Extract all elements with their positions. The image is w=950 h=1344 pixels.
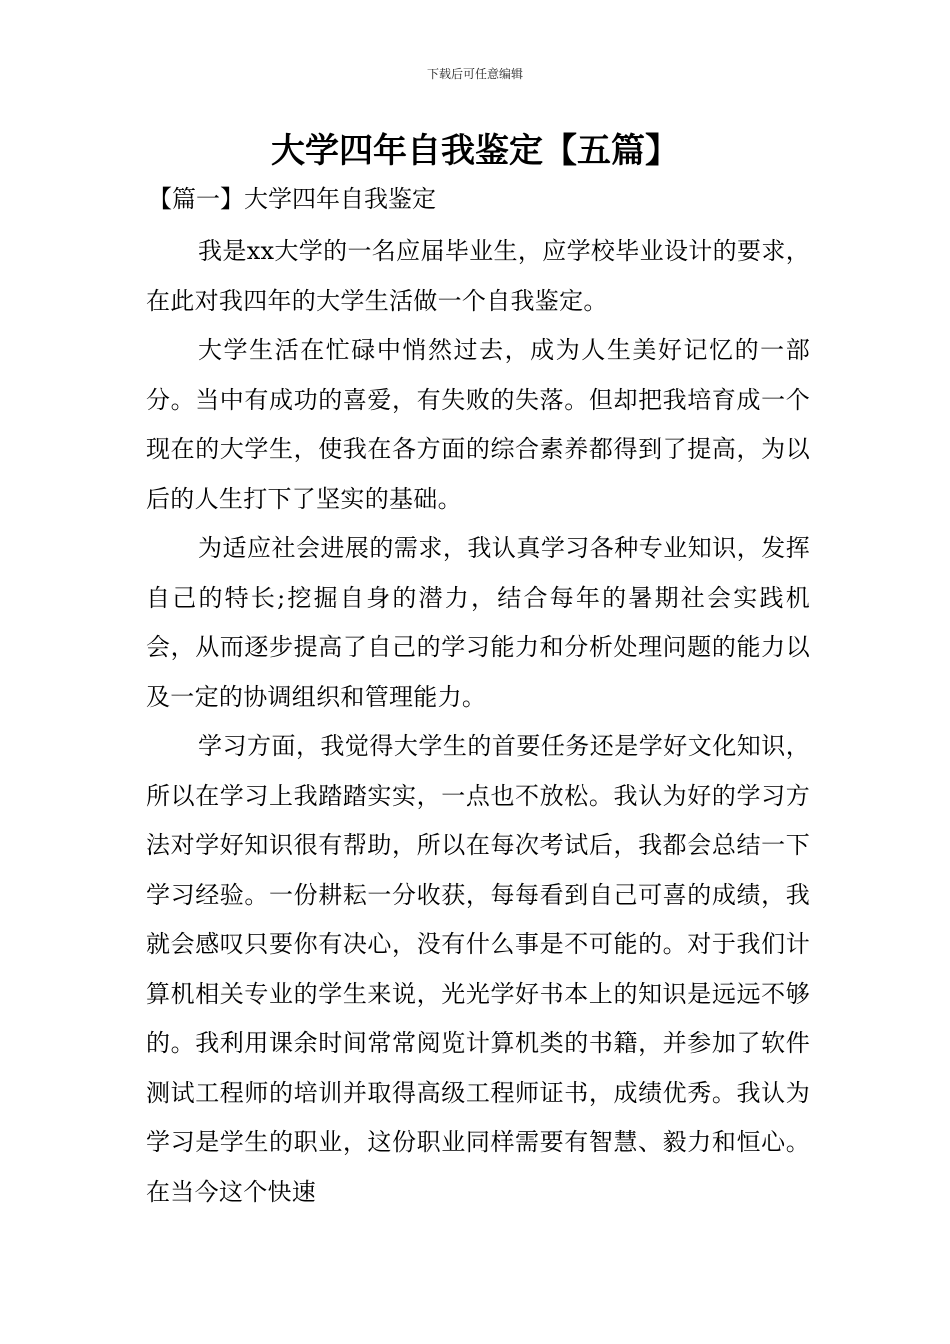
document-title: 大学四年自我鉴定【五篇】 [271,131,679,171]
document-body [146,227,810,1217]
header-note: 下载后可任意编辑 [426,67,523,81]
paragraph-study: 学习方面，我觉得大学生的首要任务还是学好文化知识，所以在学习上我踏踏实实，一点也不放松。我认为好的学习方法对学好知识很有帮助，所以在每次考试后，我都会总结一下学习经验。一份耕耘一分收获，每每看到自己可喜的成绩，我就会感叹只要你有决心，没有什么事是不可能的。对于我们计算机相关专业的学生来说，光光学好书本上的知识是远远不够的。我利用课余时间常常阅览计算机类的书籍，并参加了软件测试工程师的培训并取得高级工程师证书，成绩优秀。我认为学习是学生的职业，这份职业同样需要有智慧、毅力和恒心。在当今这个快速 [146,732,810,1206]
paragraph-social-needs: 为适应社会进展的需求，我认真学习各种专业知识，发挥自己的特长;挖掘自身的潜力，结合每年的暑期社会实践机会，从而逐步提高了自己的学习能力和分析处理问题的能力以及一定的协调组织和管理能力。 [146,534,810,711]
section-heading: 【篇一】大学四年自我鉴定 [148,185,436,213]
paragraph-college-life: 大学生活在忙碌中悄然过去，成为人生美好记忆的一部分。当中有成功的喜爱，有失败的失落。但却把我培育成一个现在的大学生，使我在各方面的综合素养都得到了提高，为以后的人生打下了坚实的基础。 [146,336,810,513]
paragraph-intro: 我是xx大学的一名应届毕业生，应学校毕业设计的要求，在此对我四年的大学生活做一个自我鉴定。 [146,237,810,315]
